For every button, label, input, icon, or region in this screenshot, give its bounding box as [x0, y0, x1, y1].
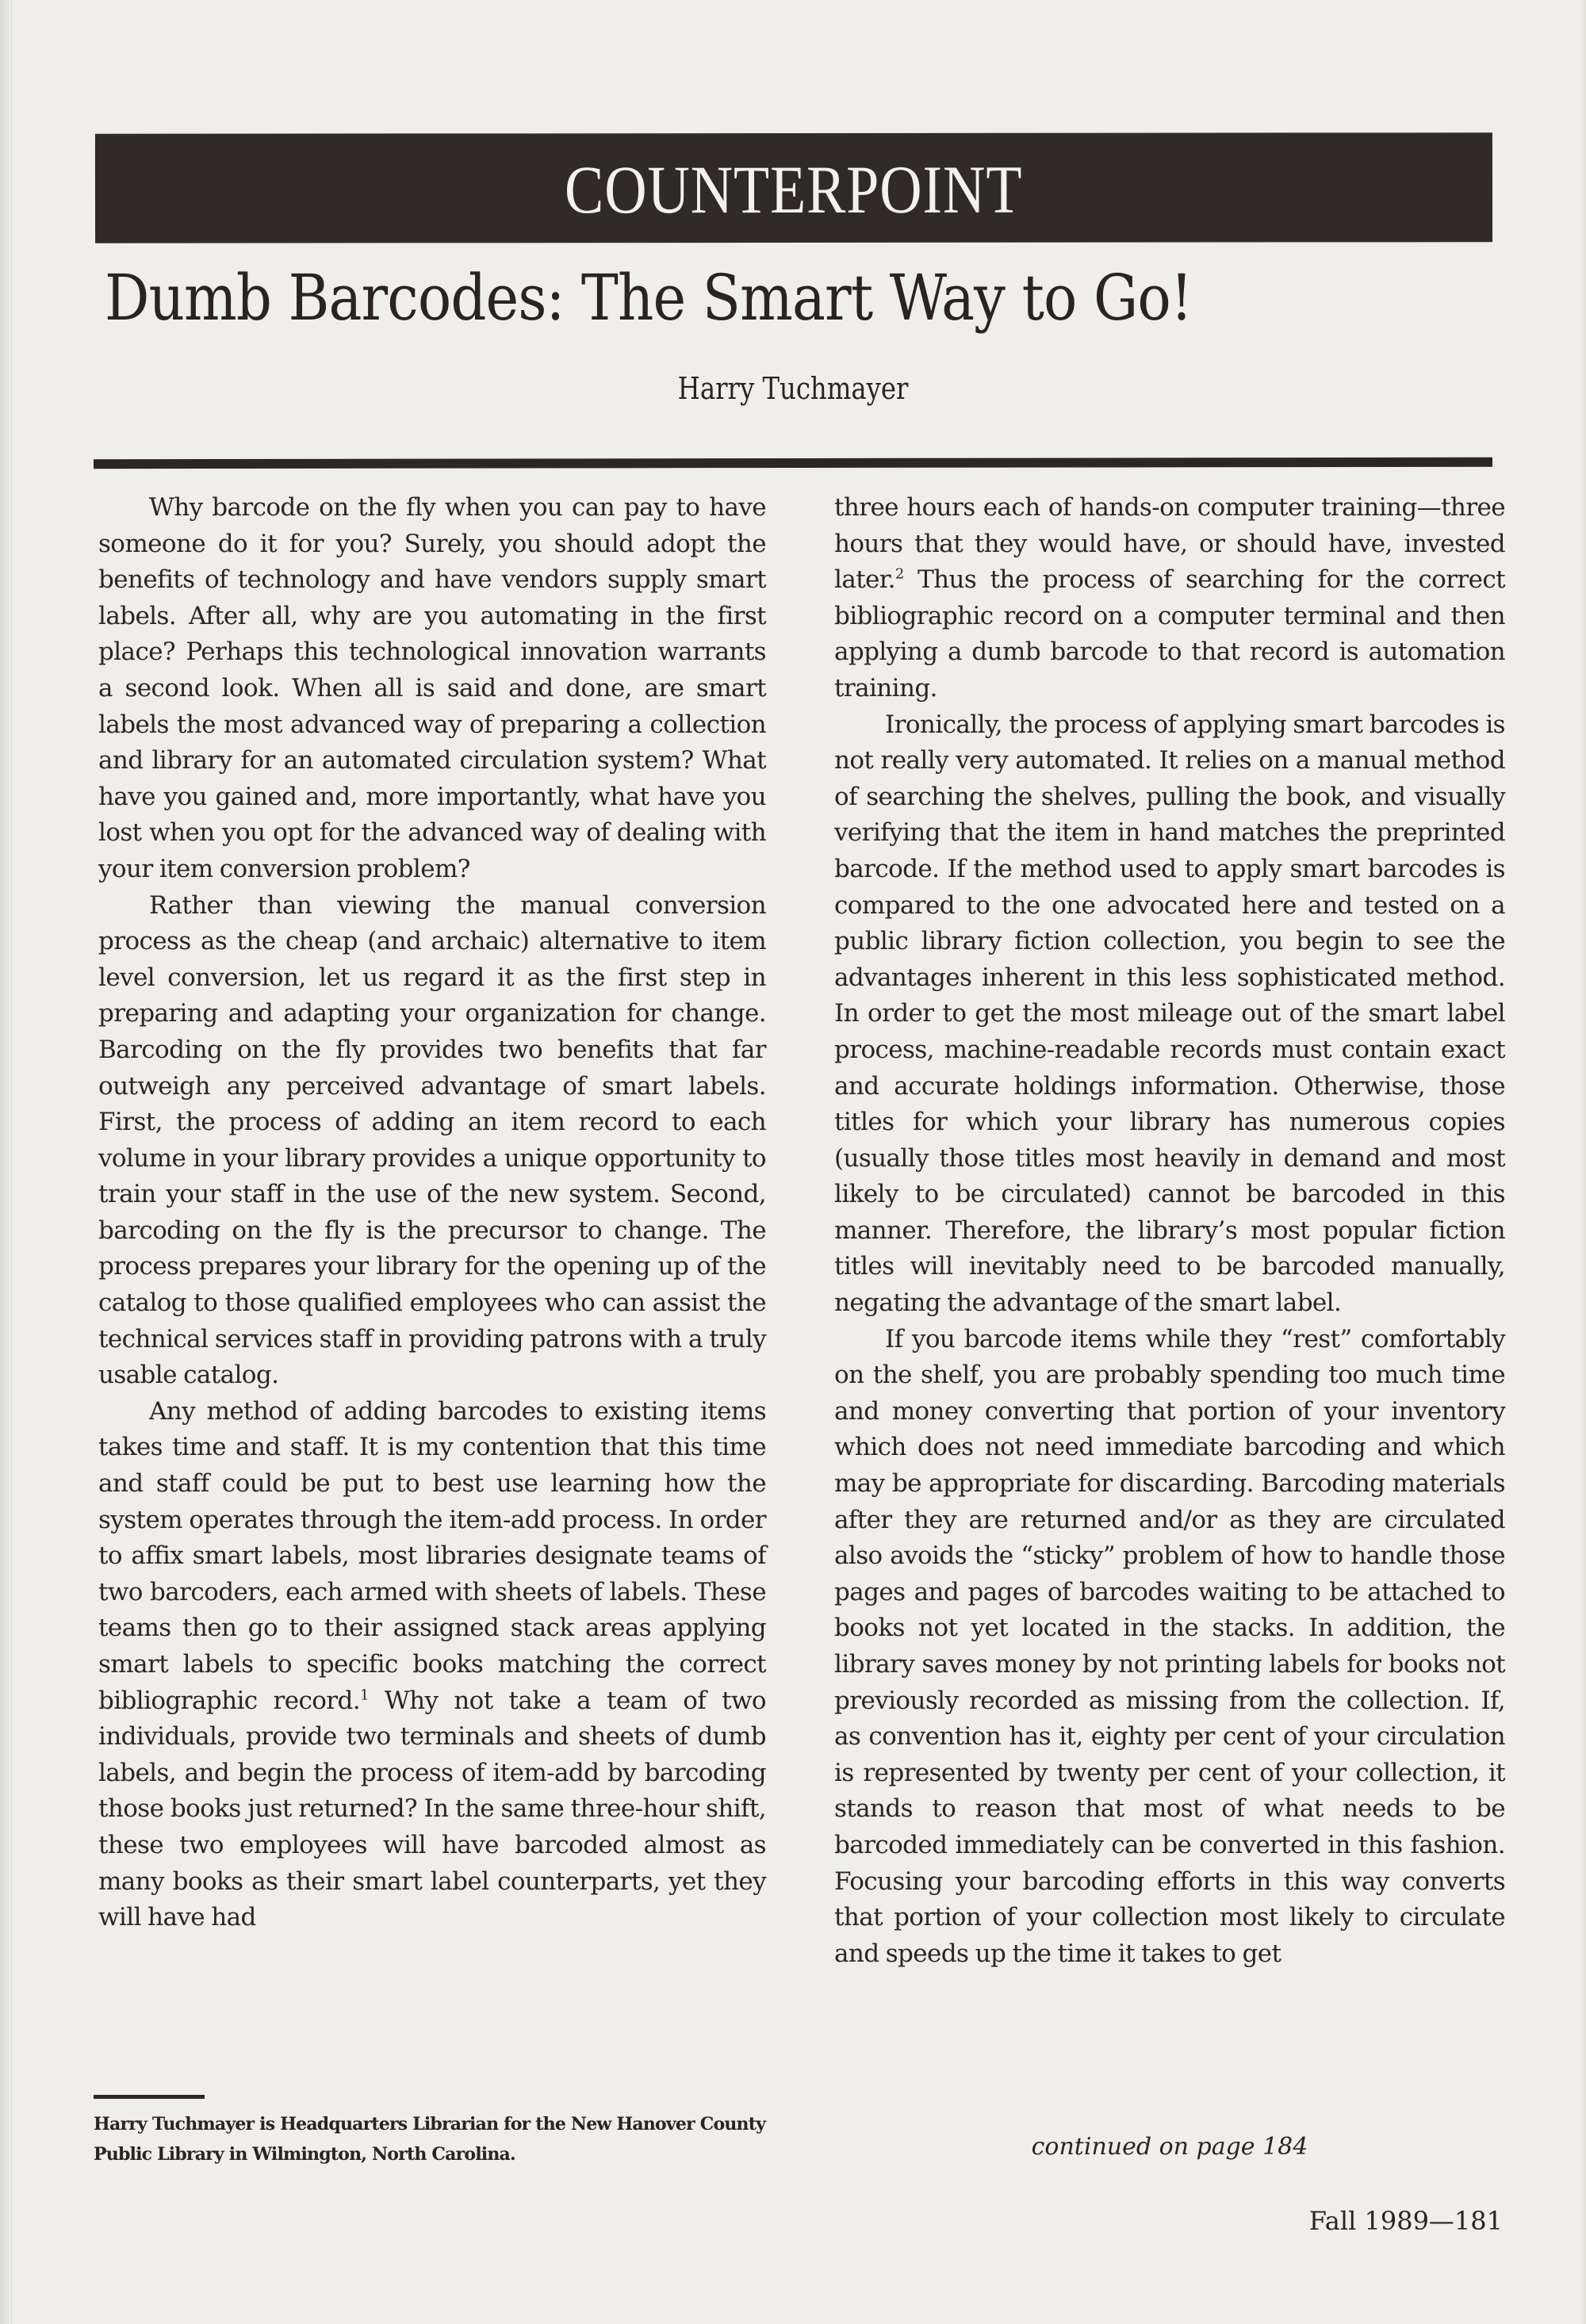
section-header-band — [95, 132, 1492, 243]
byline — [0, 371, 1586, 406]
author-name: Harry Tuchmayer — [677, 371, 909, 406]
article-title: Dumb Barcodes: The Smart Way to Go! — [105, 261, 1193, 335]
page-folio: Fall 1989—181 — [1308, 2206, 1503, 2236]
section-label: COUNTERPOINT — [565, 151, 1023, 228]
footnote-ref: 2 — [895, 565, 904, 583]
paragraph-text: Why not take a team of two individuals, provide two terminals and sheets of dumb labels, and begin the process of item-add by barcoding those books just returned? In the same three-hour shift, these two employees will have barcoded almost as many books as their smart label counterparts, yet they will have had — [98, 1686, 766, 1932]
author-bio: Harry Tuchmayer is Headquarters Librarian for the New Hanover County Public Library in Wilmington, North Carolina. — [94, 2114, 766, 2165]
left-column — [98, 490, 766, 1936]
right-column — [834, 490, 1505, 1972]
page-binding-edge — [0, 0, 12, 2324]
paragraph: Why barcode on the fly when you can pay to have someone do it for you? Surely, you should adopt the benefits of technology and have vendors supply smart labels. After all, why are you automating in the first place? Perhaps this technological innovation warrants a second look. When all is said and done, are smart labels the most advanced way of preparing a collection and library for an automated circulation system? What have you gained and, more importantly, what have you lost when you opt for the advanced way of dealing with your item conversion problem? — [98, 493, 766, 883]
paragraph: Ironically, the process of applying smart barcodes is not really very automated. It relies on a manual method of searching the shelves, pulling the book, and visually verifying that the item in hand matches the preprinted barcode. If the method used to apply smart barcodes is compared to the one advocated here and tested on a public library fiction collection, you begin to see the advantages inherent in this less sophisticated method. In order to get the most mileage out of the smart label process, machine-readable records must contain exact and accurate holdings information. Otherwise, those titles for which your library has numerous copies (usually those titles most heavily in demand and most likely to be circulated) cannot be barcoded in this manner. Therefore, the library’s most popular fiction titles will inevitably need to be barcoded manually, negating the advantage of the smart label. — [834, 710, 1505, 1318]
paragraph-text: Any method of adding barcodes to existing items takes time and staff. It is my contention that this time and staff could be put to best use learning how the system operates through the item-add process. In order to affix smart labels, most libraries designate teams of two barcoders, each armed with sheets of labels. These teams then go to their assigned stack areas applying smart labels to specific books matching the correct bibliographic record. — [98, 1396, 766, 1715]
paragraph-text: three hours each of hands-on computer training—three hours that they would have, or should have, invested later. — [834, 493, 1505, 595]
footnote-ref: 1 — [360, 1687, 369, 1704]
paragraph: Rather than viewing the manual conversion process as the cheap (and archaic) alternative to item level conversion, let us regard it as the first step in preparing and adapting your organization for change. Barcoding on the fly provides two benefits that far outweigh any perceived advantage of smart labels. First, the process of adding an item record to each volume in your library provides a unique opportunity to train your staff in the use of the new system. Second, barcoding on the fly is the precursor to change. The process prepares your library for the opening up of the catalog to those qualified employees who can assist the technical services staff in providing patrons with a truly usable catalog. — [98, 890, 766, 1390]
footnote-rule — [94, 2095, 205, 2099]
paragraph-text: Thus the process of searching for the correct bibliographic record on a computer terminal and then applying a dumb barcode to that record is automation training. — [834, 565, 1505, 703]
title-divider-rule — [94, 458, 1492, 469]
page-right-edge — [1580, 0, 1586, 2324]
paragraph — [834, 490, 1505, 707]
paragraph — [98, 1394, 766, 1936]
paragraph: If you barcode items while they “rest” comfortably on the shelf, you are probably spending too much time and money converting that portion of your inventory which does not need immediate barcoding and which may be appropriate for discarding. Barcoding materials after they are returned and/or as they are circulated also avoids the “sticky” problem of how to handle those pages and pages of barcodes waiting to be attached to books not yet located in the stacks. In addition, the library saves money by not printing labels for books not previously recorded as missing from the collection. If, as convention has it, eighty per cent of your circulation is represented by twenty per cent of your collection, it stands to reason that most of what needs to be barcoded immediately can be converted in this fashion. Focusing your barcoding efforts in this way converts that portion of your collection most likely to circulate and speeds up the time it takes to get — [834, 1324, 1505, 1968]
continued-note: continued on page 184 — [1031, 2133, 1308, 2161]
